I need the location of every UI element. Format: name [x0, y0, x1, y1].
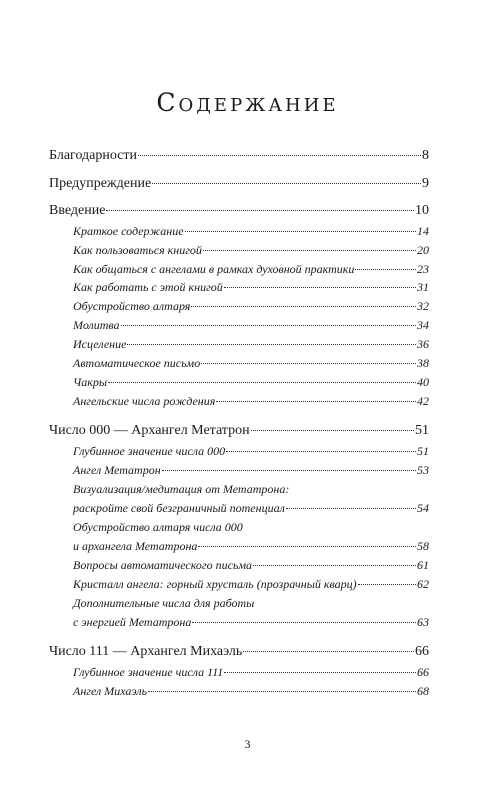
toc-subentry-label: с энергией Метатрона — [73, 615, 192, 629]
toc-subentry-page: 53 — [417, 463, 429, 477]
toc-entry-label: Благодарности — [49, 148, 138, 163]
toc-entry-page: 10 — [415, 203, 429, 218]
toc-subentry-label: Обустройство алтаря — [73, 299, 191, 313]
dot-leader — [253, 565, 416, 566]
dot-leader — [286, 508, 416, 509]
toc-subentry — [73, 299, 429, 314]
toc-entry-label: Число 000 — Архангел Метатрон — [49, 423, 250, 438]
dot-leader — [224, 287, 416, 288]
dot-leader — [203, 250, 416, 251]
toc-subentry-page: 42 — [417, 394, 429, 408]
toc-subentry-label: Автоматическое письмо — [73, 356, 201, 370]
toc-subentry-page: 66 — [417, 665, 429, 679]
dot-leader — [201, 363, 416, 364]
dot-leader — [138, 155, 421, 156]
dot-leader — [216, 401, 416, 402]
toc-subentry — [73, 615, 429, 630]
toc-subentry-page: 51 — [417, 444, 429, 458]
toc-subentry — [73, 337, 429, 352]
toc-subentry — [73, 356, 429, 371]
toc-entry — [49, 644, 429, 660]
dot-leader — [355, 269, 416, 270]
toc-subentry-label: раскройте свой безграничный потенциал — [73, 501, 285, 515]
dot-leader — [251, 430, 414, 431]
page-number: 3 — [244, 737, 251, 751]
page-title: Содержание — [156, 88, 339, 117]
dot-leader — [162, 470, 416, 471]
toc-subentry-label-line1: Обустройство алтаря числа 000 — [73, 520, 243, 534]
toc-subentry-page: 63 — [417, 615, 429, 629]
toc-subentry — [73, 684, 429, 699]
toc-subentry-label: Как работать с этой книгой — [73, 280, 223, 294]
dot-leader — [198, 546, 416, 547]
toc-entry — [49, 148, 429, 164]
toc-subentry-page: 40 — [417, 375, 429, 389]
toc-subentry-label: Ангел Метатрон — [73, 463, 161, 477]
toc-entry — [49, 423, 429, 439]
toc-entry-page: 8 — [422, 148, 429, 163]
toc-subentry-page: 68 — [417, 684, 429, 698]
dot-leader — [358, 584, 416, 585]
toc-subentry — [73, 318, 429, 333]
toc-subentry — [73, 394, 429, 409]
dot-leader — [243, 651, 414, 652]
dot-leader — [106, 210, 414, 211]
toc-subentry — [73, 243, 429, 258]
toc-subentry — [73, 539, 429, 554]
toc-subentry-page: 36 — [417, 337, 429, 351]
toc-subentry-page: 58 — [417, 539, 429, 553]
toc-subentry-label: Глубинное значение числа 000 — [73, 444, 226, 458]
dot-leader — [148, 691, 416, 692]
dot-leader — [192, 622, 416, 623]
toc-subentry-label: Кристалл ангела: горный хрусталь (прозрачный кварц) — [73, 577, 357, 591]
toc-subentry — [73, 375, 429, 390]
dot-leader — [108, 382, 416, 383]
toc-entry-label: Предупреждение — [49, 176, 152, 191]
toc-subentry — [73, 665, 429, 680]
dot-leader — [185, 231, 416, 232]
toc-subentry-label: Ангел Михаэль — [73, 684, 148, 698]
toc-subentry — [73, 463, 429, 478]
toc-subentry-label-line1: Визуализация/медитация от Метатрона: — [73, 482, 290, 496]
toc-subentry — [73, 558, 429, 573]
toc-entry-page: 9 — [422, 176, 429, 191]
toc-subentry-page: 23 — [417, 262, 429, 276]
toc-subentry-label: Исцеление — [73, 337, 127, 351]
toc-subentry — [73, 501, 429, 516]
toc-entry — [49, 203, 429, 219]
toc-subentry — [73, 280, 429, 295]
toc-subentry-label: и архангела Метатрона — [73, 539, 198, 553]
dot-leader — [226, 451, 416, 452]
toc-subentry-page: 14 — [417, 224, 429, 238]
dot-leader — [224, 672, 416, 673]
toc-subentry-label: Как общаться с ангелами в рамках духовной практики — [73, 262, 355, 276]
toc-subentry-label: Чакры — [73, 375, 108, 389]
toc-subentry-label: Краткое содержание — [73, 224, 184, 238]
toc-entry-label: Введение — [49, 203, 106, 218]
toc-subentry-page: 62 — [417, 577, 429, 591]
dot-leader — [121, 325, 416, 326]
dot-leader — [191, 306, 416, 307]
toc-subentry-label: Молитва — [73, 318, 120, 332]
toc-subentry-page: 38 — [417, 356, 429, 370]
toc-subentry — [73, 444, 429, 459]
toc-subentry — [73, 262, 429, 277]
dot-leader — [127, 344, 416, 345]
toc-entry-page: 66 — [415, 644, 429, 659]
toc-subentry-label: Ангельские числа рождения — [73, 394, 216, 408]
toc-subentry-label-line1: Дополнительные числа для работы — [73, 596, 255, 610]
toc-subentry-page: 34 — [417, 318, 429, 332]
toc-entry — [49, 176, 429, 192]
dot-leader — [152, 183, 421, 184]
toc-subentry — [73, 577, 429, 592]
toc-subentry-label: Как пользоваться книгой — [73, 243, 202, 257]
toc-subentry-page: 20 — [417, 243, 429, 257]
toc-subentry — [73, 224, 429, 239]
toc-entry-page: 51 — [415, 423, 429, 438]
toc-subentry-page: 54 — [417, 501, 429, 515]
toc-entry-label: Число 111 — Архангел Михаэль — [49, 644, 243, 659]
toc-subentry-label: Глубинное значение числа 111 — [73, 665, 224, 679]
toc-subentry-page: 32 — [417, 299, 429, 313]
toc-subentry-page: 31 — [417, 280, 429, 294]
toc-subentry-label: Вопросы автоматического письма — [73, 558, 253, 572]
toc-subentry-page: 61 — [417, 558, 429, 572]
